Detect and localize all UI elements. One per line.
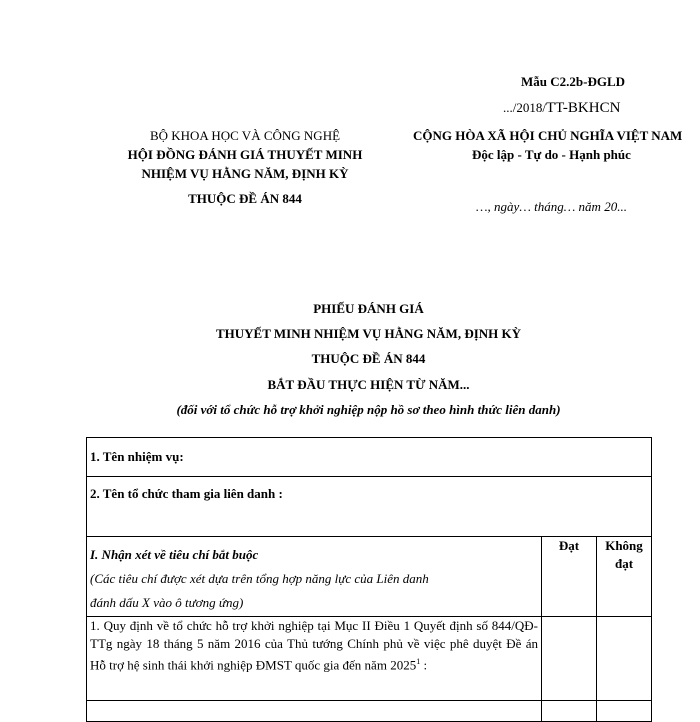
section-heading: I. Nhận xét về tiêu chí bắt buộc [90,547,259,562]
criterion-2-pass-box[interactable] [542,701,597,722]
org-label: 2. Tên tổ chức tham gia liên danh : [90,486,283,501]
criterion-row-next [87,701,652,722]
criterion-1-tail: : [420,657,428,673]
ministry-name: BỘ KHOA HỌC VÀ CÔNG NGHỆ [149,128,341,143]
pass-column-header [542,537,597,617]
section-note-line-2: đánh dấu X vào ô tương ứng) [90,595,244,610]
fail-label-line-2: đạt [614,556,634,571]
form-title-line-3: THUỘC ĐỀ ÁN 844 [311,351,426,366]
form-title-line-4: BẮT ĐẦU THỰC HIỆN TỪ NĂM... [267,377,470,392]
criterion-1-fail-box[interactable] [597,617,652,701]
section-header-row [87,537,652,617]
circular-suffix: TT-BKHCN [545,100,621,116]
date-line: …, ngày… tháng… năm 20... [476,199,627,214]
criterion-row [87,617,652,701]
criterion-1-text: 1. Quy định về tổ chức hỗ trợ khởi nghiệp tại Mục II Điều 1 Quyết định số 844/QĐ-TTg ngày 18 tháng 5 năm 2016 của Thủ tướng Chính phủ về việc phê duyệt Đề án Hỗ trợ hệ sinh thái khởi nghiệp ĐMST quốc gia đến năm 2025 [90,618,538,673]
form-subtitle: (đối với tổ chức hỗ trợ khởi nghiệp nộp hồ sơ theo hình thức liên danh) [176,402,561,417]
form-code: Mẫu C2.2b-ĐGLD [521,74,626,89]
national-motto: Độc lập - Tự do - Hạnh phúc [472,147,631,162]
criterion-1-pass-box[interactable] [542,617,597,701]
criterion-2-fail-box[interactable] [597,701,652,722]
form-title: PHIẾU ĐÁNH GIÁ [313,301,424,316]
org-row [87,477,652,537]
org-cell[interactable] [87,477,652,537]
pass-label: Đạt [558,538,580,553]
task-name-row [87,438,652,477]
section-heading-cell [87,537,542,617]
council-line-1: HỘI ĐỒNG ĐÁNH GIÁ THUYẾT MINH [127,147,363,162]
circular-number [503,100,620,117]
fail-column-header [597,537,652,617]
country-name: CỘNG HÒA XÃ HỘI CHỦ NGHĨA VIỆT NAM [413,128,683,143]
section-note-line-1: (Các tiêu chí được xét dựa trên tổng hợp năng lực của Liên danh [90,571,429,586]
form-title-line-2: THUYẾT MINH NHIỆM VỤ HẰNG NĂM, ĐỊNH KỲ [215,326,522,341]
circular-prefix: .../2018/ [503,100,546,115]
criterion-2-cell [87,701,542,722]
council-line-2: NHIỆM VỤ HẰNG NĂM, ĐỊNH KỲ [141,166,349,181]
task-name-cell[interactable] [87,438,652,477]
criterion-1-cell [87,617,542,701]
criterion-1-footnote[interactable]: 1 [416,657,421,666]
task-name-label: 1. Tên nhiệm vụ: [90,449,184,464]
fail-label-line-1: Không [605,538,643,553]
council-line-3: THUỘC ĐỀ ÁN 844 [188,191,302,206]
evaluation-table [86,437,652,722]
